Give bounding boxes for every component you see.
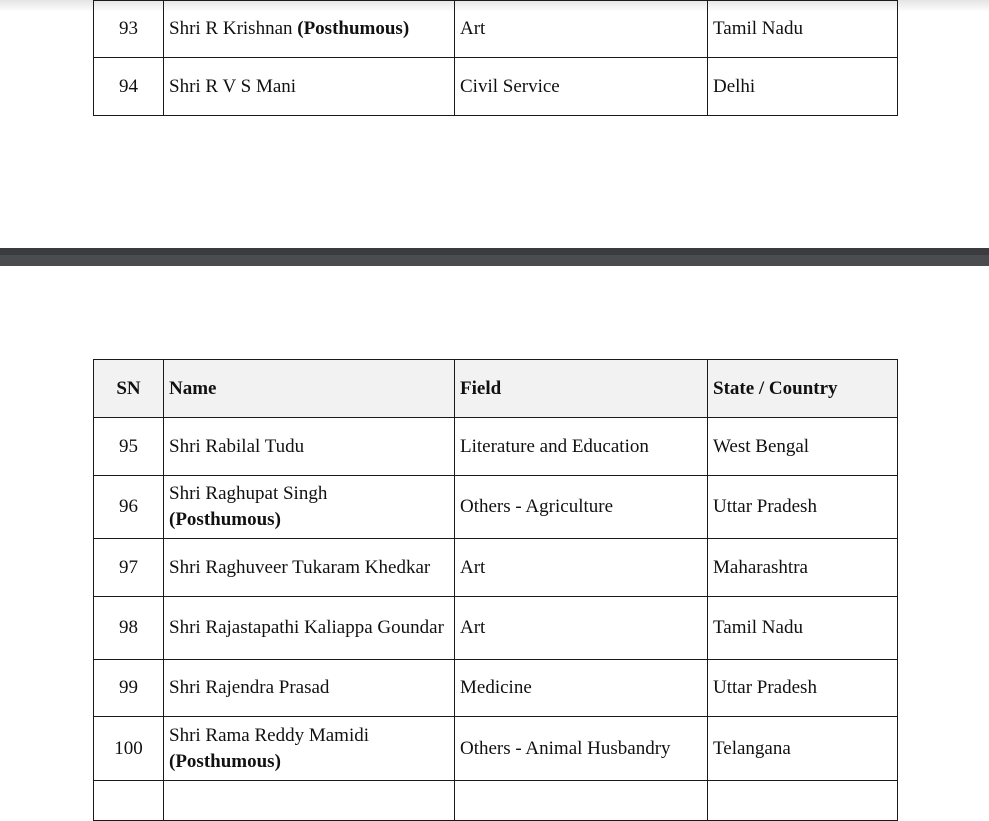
sn-cell: 95: [94, 418, 164, 476]
sn-cell: 98: [94, 597, 164, 660]
sn-cell: 99: [94, 660, 164, 717]
name-cell: [164, 476, 455, 539]
page-top: [0, 0, 989, 248]
sn-cell: 93: [94, 1, 164, 58]
table-header-row: [94, 360, 898, 418]
table-row: [94, 597, 898, 660]
field-cell: Civil Service: [455, 58, 708, 116]
header-field: Field: [455, 360, 708, 418]
header-state: State / Country: [708, 360, 898, 418]
sn-cell: 97: [94, 539, 164, 597]
posthumous-label: (Posthumous): [297, 18, 410, 39]
header-sn: SN: [94, 360, 164, 418]
page-separator: [0, 248, 989, 266]
field-cell: Art: [455, 1, 708, 58]
field-cell: Others - Agriculture: [455, 476, 708, 539]
name-text: Shri Rajastapathi Kaliappa Goundar: [169, 617, 444, 638]
state-cell: Delhi: [708, 58, 898, 116]
table-row: [94, 58, 898, 116]
name-text: Shri Raghuveer Tukaram Khedkar: [169, 556, 431, 578]
name-cell: [164, 597, 455, 660]
posthumous-label: (Posthumous): [169, 750, 281, 772]
name-cell: [164, 539, 455, 597]
state-cell: Uttar Pradesh: [708, 660, 898, 717]
name-text: Shri Rabilal Tudu: [169, 435, 305, 457]
name-text: Shri R Krishnan: [169, 18, 293, 39]
table-row: [94, 539, 898, 597]
name-text: Shri R V S Mani: [169, 75, 297, 97]
state-cell: Uttar Pradesh: [708, 476, 898, 539]
field-cell: Literature and Education: [455, 418, 708, 476]
field-cell: Others - Animal Husbandry: [455, 717, 708, 781]
table-row: [94, 1, 898, 58]
name-cell: [164, 660, 455, 717]
name-cell: [164, 418, 455, 476]
header-name: Name: [164, 360, 455, 418]
name-cell: [164, 717, 455, 781]
awards-table-bottom: [93, 359, 898, 821]
sn-cell: [94, 781, 164, 821]
table-row: [94, 418, 898, 476]
name-cell: [164, 781, 455, 821]
name-text: Shri Rama Reddy Mamidi: [169, 724, 370, 746]
sn-cell: 94: [94, 58, 164, 116]
name-cell: [164, 58, 455, 116]
field-cell: Art: [455, 539, 708, 597]
state-cell: Tamil Nadu: [708, 1, 898, 58]
field-cell: [455, 781, 708, 821]
field-cell: Art: [455, 597, 708, 660]
state-cell: [708, 781, 898, 821]
name-text: Shri Raghupat Singh: [169, 483, 328, 504]
table-row-partial: [94, 781, 898, 821]
sn-cell: 96: [94, 476, 164, 539]
state-cell: Maharashtra: [708, 539, 898, 597]
state-cell: Tamil Nadu: [708, 597, 898, 660]
table-row: [94, 717, 898, 781]
sn-cell: 100: [94, 717, 164, 781]
awards-table-top: [93, 0, 898, 116]
state-cell: Telangana: [708, 717, 898, 781]
table-row: [94, 660, 898, 717]
posthumous-label: (Posthumous): [169, 509, 281, 530]
field-cell: Medicine: [455, 660, 708, 717]
name-text: Shri Rajendra Prasad: [169, 677, 330, 698]
name-cell: [164, 1, 455, 58]
table-row: [94, 476, 898, 539]
state-cell: West Bengal: [708, 418, 898, 476]
